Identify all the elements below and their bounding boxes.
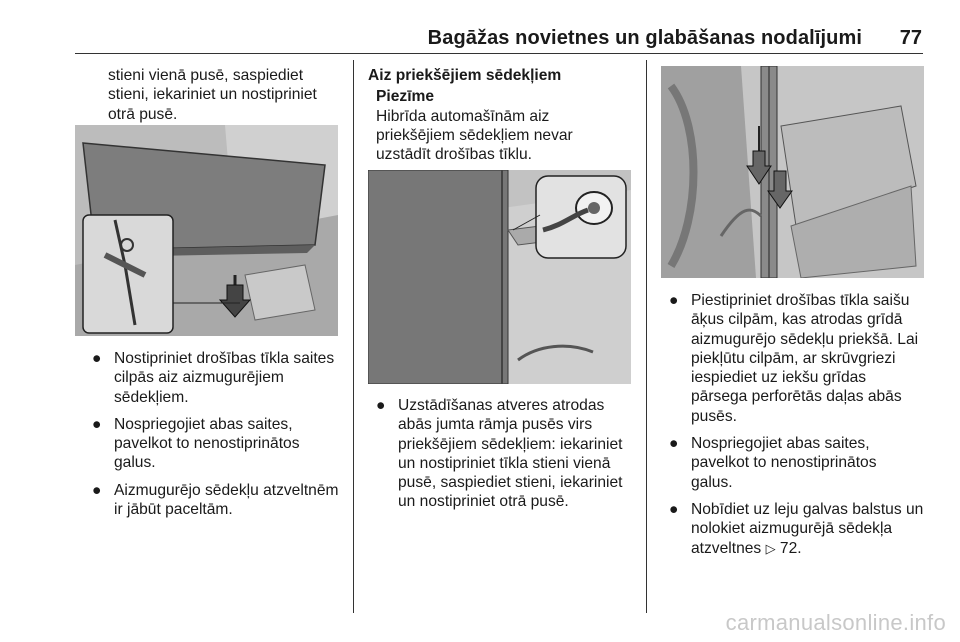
page-number: 77	[899, 27, 922, 49]
list-item	[661, 500, 931, 559]
list-item-line: pavelkot to nenostiprinātos	[691, 454, 877, 472]
intro-line: stieni, iekariniet un nostipriniet	[108, 86, 317, 104]
list-item-line: pavelkot to nenostiprinātos	[114, 435, 300, 453]
list-item	[84, 481, 346, 520]
list-item	[84, 415, 346, 473]
page-header-title: Bagāžas novietnes un glabāšanas nodalījumi	[427, 27, 862, 49]
note-line: priekšējiem sēdekļiem nevar	[376, 126, 573, 144]
list-item-line: Nobīdiet uz leju galvas balstus un	[691, 500, 924, 518]
list-item-line: un nostipriniet tīkla stieni vienā	[398, 454, 611, 472]
intro-line: otrā pusē.	[108, 105, 178, 123]
list-item-line: Uzstādīšanas atveres atrodas	[398, 397, 605, 414]
arrow-right-outline-icon: ▷	[765, 541, 776, 557]
list-item	[661, 434, 931, 492]
bullet-icon: ●	[669, 500, 679, 518]
note-line: uzstādīt drošības tīklu.	[376, 146, 533, 164]
column-2	[368, 66, 638, 164]
list-item-line: abās jumta rāmja pusēs virs	[398, 416, 593, 434]
list-item-line: Piestipriniet drošības tīkla saišu	[691, 292, 910, 309]
list-item-line: Nospriegojiet abas saites,	[114, 415, 293, 433]
column-divider	[646, 60, 647, 613]
section-heading: Aiz priekšējiem sēdekļiem	[368, 67, 562, 84]
list-item-line: āķus cilpām, kas atrodas grīdā	[691, 311, 903, 329]
column-3-bullets	[661, 291, 931, 567]
list-item-line: galus.	[691, 473, 733, 491]
intro-line: stieni vienā pusē, saspiediet	[108, 67, 304, 84]
list-item-line: galus.	[114, 454, 156, 472]
bullet-icon: ●	[92, 481, 102, 499]
note-line: Hibrīda automašīnām aiz	[376, 107, 550, 125]
list-item-line: piekļūtu cilpām, ar skrūvgriezi	[691, 349, 896, 367]
bullet-icon: ●	[669, 292, 679, 309]
illustration-floor-loops	[661, 66, 924, 278]
bullet-icon: ●	[669, 435, 679, 453]
list-item-line: sēdekļiem.	[114, 388, 189, 406]
list-item-line: pārsega perforētās daļas abās	[691, 388, 902, 406]
header-rule	[75, 53, 923, 54]
list-item-line: Nostipriniet drošības tīkla saites	[114, 350, 335, 367]
list-item-line: Nospriegojiet abas saites,	[691, 435, 870, 453]
note-title: Piezīme	[376, 88, 435, 106]
bullet-icon: ●	[376, 397, 386, 414]
list-item-line: pusē, saspiediet stieni, iekariniet	[398, 474, 623, 492]
list-item-line: iespiediet uz iekšu grīdas	[691, 369, 867, 387]
list-item-line: ir jābūt paceltām.	[114, 501, 233, 519]
list-item	[84, 349, 346, 407]
bullet-icon: ●	[92, 350, 102, 367]
list-item	[368, 396, 640, 512]
list-item-line: nolokiet aizmugurējā sēdekļa	[691, 520, 893, 538]
bullet-icon: ●	[92, 415, 102, 433]
illustration-roof-frame-mount	[368, 170, 631, 384]
list-item-line: aizmugurējo sēdekļu priekšā. Lai	[691, 330, 919, 348]
list-item-line: pusēs.	[691, 407, 737, 425]
note-block	[368, 87, 638, 164]
column-1	[108, 66, 348, 124]
column-divider	[353, 60, 354, 613]
list-item-line: cilpās aiz aizmugurējiem	[114, 369, 284, 387]
list-item-line: un nostipriniet otrā pusē.	[398, 493, 569, 511]
list-item-line: priekšējiem sēdekļiem: iekariniet	[398, 435, 623, 453]
illustration-trunk-net-fixing	[75, 125, 338, 336]
page-reference-link[interactable]: 72.	[779, 539, 802, 557]
watermark-text: carmanualsonline.info	[725, 610, 946, 635]
list-item-line: atzveltnes	[691, 539, 762, 557]
column-1-bullets	[84, 349, 346, 527]
list-item-line: Aizmugurējo sēdekļu atzveltnēm	[114, 481, 339, 499]
column-2-bullets	[368, 396, 640, 520]
list-item	[661, 291, 931, 426]
